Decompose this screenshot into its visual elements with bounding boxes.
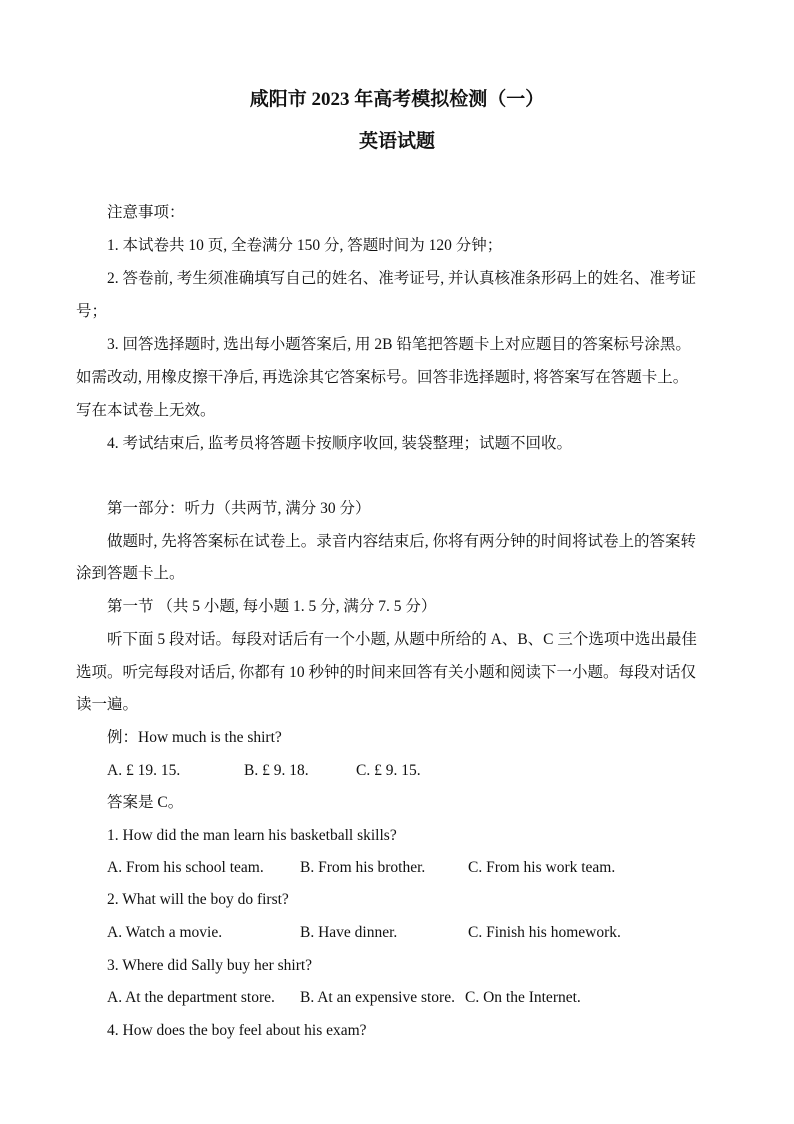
section1-heading: 第一节 （共 5 小题, 每小题 1. 5 分, 满分 7. 5 分） xyxy=(107,598,437,615)
notice-item-3-line-2: 如需改动, 用橡皮擦干净后, 再选涂其它答案标号。回答非选择题时, 将答案写在答题卡上。 xyxy=(76,369,689,386)
question-4: 4. How does the boy feel about his exam? xyxy=(107,1022,367,1039)
question-2-option-a: A. Watch a movie. xyxy=(107,924,223,941)
part1-instruction-line-1: 做题时, 先将答案标在试卷上。录音内容结束后, 你将有两分钟的时间将试卷上的答案转 xyxy=(107,533,697,550)
notice-item-3-line-1: 3. 回答选择题时, 选出每小题答案后, 用 2B 铅笔把答题卡上对应题目的答案标号涂黑。 xyxy=(107,336,691,353)
notice-item-3-line-3: 写在本试卷上无效。 xyxy=(76,402,216,419)
page-subtitle: 英语试题 xyxy=(358,131,435,152)
notice-item-2-line-1: 2. 答卷前, 考生须准确填写自己的姓名、准考证号, 并认真核准条形码上的姓名、准考证 xyxy=(107,270,697,287)
notice-item-4: 4. 考试结束后, 监考员将答题卡按顺序收回, 装袋整理；试题不回收。 xyxy=(107,435,573,452)
question-3-option-a: A. At the department store. xyxy=(107,989,275,1006)
question-2: 2. What will the boy do first? xyxy=(107,891,289,908)
example-option-c: C. £ 9. 15. xyxy=(356,762,421,779)
question-1-option-c: C. From his work team. xyxy=(468,859,616,876)
example-answer: 答案是 C。 xyxy=(107,794,184,811)
question-3-option-b: B. At an expensive store. xyxy=(300,989,455,1006)
example-option-b: B. £ 9. 18. xyxy=(244,762,309,779)
example-question: 例：How much is the shirt? xyxy=(107,729,282,746)
question-1-option-a: A. From his school team. xyxy=(107,859,264,876)
part1-instruction-line-2: 涂到答题卡上。 xyxy=(76,565,185,582)
section1-instruction-line-1: 听下面 5 段对话。每段对话后有一个小题, 从题中所给的 A、B、C 三个选项中选出最佳 xyxy=(107,631,697,648)
page-title: 咸阳市 2023 年高考模拟检测（一） xyxy=(249,89,545,110)
notice-item-2-line-2: 号； xyxy=(76,303,108,320)
notice-item-1: 1. 本试卷共 10 页, 全卷满分 150 分, 答题时间为 120 分钟； xyxy=(107,237,503,254)
question-1: 1. How did the man learn his basketball skills? xyxy=(107,827,397,844)
question-3-option-c: C. On the Internet. xyxy=(465,989,581,1006)
question-2-option-b: B. Have dinner. xyxy=(300,924,398,941)
question-1-option-b: B. From his brother. xyxy=(300,859,426,876)
question-2-option-c: C. Finish his homework. xyxy=(468,924,621,941)
question-3: 3. Where did Sally buy her shirt? xyxy=(107,957,313,974)
section1-instruction-line-2: 选项。听完每段对话后, 你都有 10 秒钟的时间来回答有关小题和阅读下一小题。每段对话仅 xyxy=(76,664,697,681)
section1-instruction-line-3: 读一遍。 xyxy=(76,696,139,713)
example-option-a: A. £ 19. 15. xyxy=(107,762,181,779)
part1-heading: 第一部分：听力（共两节, 满分 30 分） xyxy=(107,500,371,517)
notice-heading: 注意事项： xyxy=(107,204,185,221)
